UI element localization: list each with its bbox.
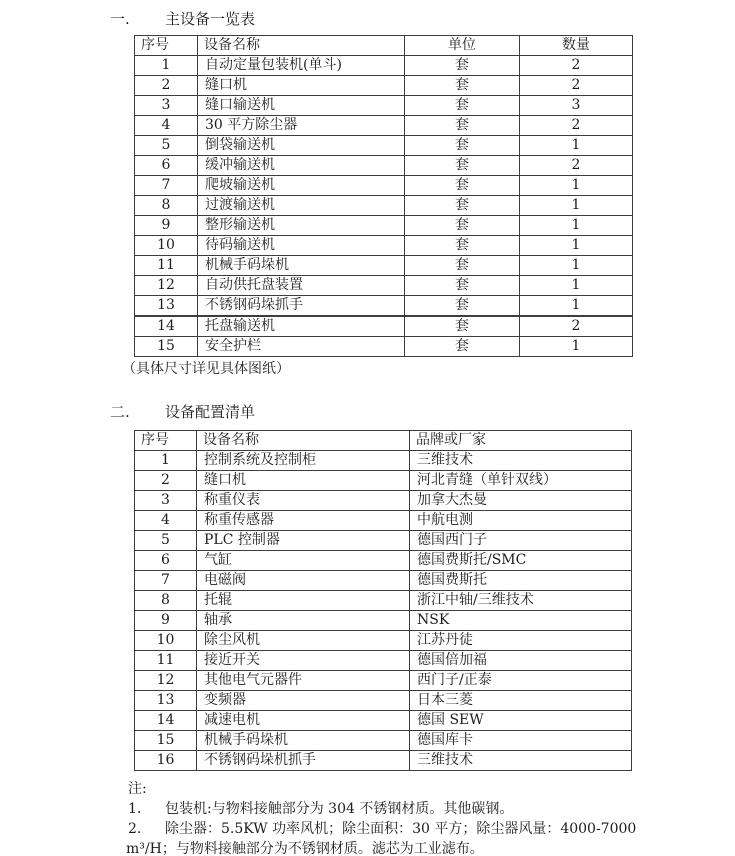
- table-cell: 套: [405, 136, 520, 156]
- table-row: [135, 491, 632, 511]
- table-row: [135, 76, 633, 96]
- column-header: 序号: [135, 36, 198, 56]
- table-row: [135, 691, 632, 711]
- table-cell: 13: [135, 691, 197, 711]
- table-row: [135, 751, 632, 771]
- column-header: 单位: [405, 36, 520, 56]
- table-row: [135, 256, 633, 276]
- table-cell: 托辊: [197, 591, 410, 611]
- table-cell: 1: [135, 56, 198, 76]
- table-cell: 3: [135, 96, 198, 116]
- table-cell: 套: [405, 176, 520, 196]
- table-cell: 9: [135, 611, 197, 631]
- table-cell: 爬坡输送机: [198, 176, 405, 196]
- table-cell: 整形输送机: [198, 216, 405, 236]
- table-row: [135, 731, 632, 751]
- table-cell: 套: [405, 276, 520, 296]
- table2-header-row: [135, 431, 632, 451]
- table-cell: 过渡输送机: [198, 196, 405, 216]
- table-cell: 自动定量包装机(单斗): [198, 56, 405, 76]
- table-cell: 2: [520, 316, 633, 337]
- table-cell: 套: [405, 337, 520, 357]
- table-row: [135, 337, 633, 357]
- table-cell: 3: [135, 491, 197, 511]
- table-cell: 不锈钢码垛机抓手: [197, 751, 410, 771]
- table-cell: 不锈钢码垛抓手: [198, 296, 405, 317]
- table-cell: 套: [405, 56, 520, 76]
- table-cell: 套: [405, 76, 520, 96]
- table-cell: 4: [135, 511, 197, 531]
- table-cell: 称重传感器: [197, 511, 410, 531]
- table-cell: 2: [135, 471, 197, 491]
- table-cell: 安全护栏: [198, 337, 405, 357]
- table-row: [135, 96, 633, 116]
- table-row: [135, 156, 633, 176]
- table1-caption: （具体尺寸详见具体图纸）: [122, 361, 290, 377]
- table-cell: 自动供托盘装置: [198, 276, 405, 296]
- table-cell: 气缸: [197, 551, 410, 571]
- table-cell: 15: [135, 337, 198, 357]
- table-cell: 河北青缝（单针双线）: [410, 471, 632, 491]
- table-row: [135, 611, 632, 631]
- table-cell: 12: [135, 276, 198, 296]
- table-row: [135, 296, 633, 317]
- table-cell: 中航电测: [410, 511, 632, 531]
- table-cell: 1: [520, 216, 633, 236]
- section1-title: [110, 10, 735, 28]
- table-cell: 电磁阀: [197, 571, 410, 591]
- table-cell: 套: [405, 316, 520, 337]
- table-cell: 3: [520, 96, 633, 116]
- column-header: 品牌或厂家: [410, 431, 632, 451]
- table-cell: 缝口机: [198, 76, 405, 96]
- table-cell: 轴承: [197, 611, 410, 631]
- table-cell: 1: [520, 236, 633, 256]
- table-cell: 14: [135, 711, 197, 731]
- table-cell: 控制系统及控制柜: [197, 451, 410, 471]
- table-row: [135, 316, 633, 337]
- table-row: [135, 511, 632, 531]
- table-cell: 15: [135, 731, 197, 751]
- table-cell: 2: [520, 156, 633, 176]
- table-cell: 除尘风机: [197, 631, 410, 651]
- table-cell: 1: [135, 451, 197, 471]
- table-cell: 西门子/正泰: [410, 671, 632, 691]
- table-cell: 套: [405, 256, 520, 276]
- table-row: [135, 551, 632, 571]
- table-cell: 2: [135, 76, 198, 96]
- table-cell: PLC 控制器: [197, 531, 410, 551]
- table-cell: 托盘输送机: [198, 316, 405, 337]
- table-cell: 6: [135, 551, 197, 571]
- table-row: [135, 216, 633, 236]
- table-cell: 13: [135, 296, 198, 317]
- table-cell: 接近开关: [197, 651, 410, 671]
- note-2-number: 2.: [128, 821, 142, 837]
- table-row: [135, 591, 632, 611]
- table-cell: 套: [405, 196, 520, 216]
- table-cell: NSK: [410, 611, 632, 631]
- table-cell: 1: [520, 337, 633, 357]
- table-cell: 德国西门子: [410, 531, 632, 551]
- table-cell: 三维技术: [410, 751, 632, 771]
- section1-heading: 主设备一览表: [165, 10, 256, 28]
- table-cell: 2: [520, 56, 633, 76]
- table-cell: 日本三菱: [410, 691, 632, 711]
- column-header: 序号: [135, 431, 197, 451]
- table-cell: 10: [135, 631, 197, 651]
- table-cell: 2: [520, 76, 633, 96]
- table-cell: 套: [405, 156, 520, 176]
- table-cell: 1: [520, 276, 633, 296]
- table-cell: 德国倍加福: [410, 651, 632, 671]
- table-row: [135, 571, 632, 591]
- notes-block: [128, 779, 735, 856]
- table-cell: 5: [135, 531, 197, 551]
- table-row: [135, 471, 632, 491]
- table-cell: 5: [135, 136, 198, 156]
- table-cell: 称重仪表: [197, 491, 410, 511]
- table1-body: [135, 56, 633, 357]
- table-row: [135, 236, 633, 256]
- column-header: 设备名称: [198, 36, 405, 56]
- table-cell: 缝口机: [197, 471, 410, 491]
- table-row: [135, 451, 632, 471]
- note-1-text: 包装机:与物料接触部分为 304 不锈钢材质。其他碳钢。: [165, 801, 514, 817]
- note-2-text: 除尘器：5.5KW 功率风机；除尘面积：30 平方；除尘器风量：4000-7000: [165, 821, 637, 837]
- section1-number: 一.: [110, 10, 130, 28]
- note-item-2: [128, 819, 735, 839]
- table-cell: 套: [405, 116, 520, 136]
- table-cell: 10: [135, 236, 198, 256]
- table-row: [135, 56, 633, 76]
- table-cell: 三维技术: [410, 451, 632, 471]
- table-row: [135, 531, 632, 551]
- section2-heading: 设备配置清单: [165, 403, 256, 421]
- table-cell: 缝口输送机: [198, 96, 405, 116]
- table-cell: 德国 SEW: [410, 711, 632, 731]
- table-cell: 德国费斯托: [410, 571, 632, 591]
- table-cell: 变频器: [197, 691, 410, 711]
- table-cell: 浙江中轴/三维技术: [410, 591, 632, 611]
- table-row: [135, 116, 633, 136]
- table-cell: 7: [135, 176, 198, 196]
- table-cell: 套: [405, 296, 520, 317]
- table-cell: 2: [520, 116, 633, 136]
- table-cell: 待码输送机: [198, 236, 405, 256]
- table-row: [135, 276, 633, 296]
- section2-title: [110, 403, 735, 421]
- table-cell: 7: [135, 571, 197, 591]
- table-row: [135, 711, 632, 731]
- table-cell: 16: [135, 751, 197, 771]
- table-cell: 1: [520, 296, 633, 317]
- note-2-continuation: m³/H；与物料接触部分为不锈钢材质。滤芯为工业滤布。: [126, 841, 484, 856]
- equipment-config-table: [134, 430, 632, 771]
- table-cell: 11: [135, 651, 197, 671]
- table-cell: 德国费斯托/SMC: [410, 551, 632, 571]
- table-cell: 4: [135, 116, 198, 136]
- table-cell: 倒袋输送机: [198, 136, 405, 156]
- table-row: [135, 631, 632, 651]
- table2-body: [135, 451, 632, 771]
- column-header: 数量: [520, 36, 633, 56]
- table-row: [135, 176, 633, 196]
- table-cell: 1: [520, 176, 633, 196]
- table-cell: 套: [405, 216, 520, 236]
- notes-label: 注:: [128, 781, 147, 797]
- table-row: [135, 671, 632, 691]
- table-cell: 9: [135, 216, 198, 236]
- note-item-1: [128, 799, 735, 819]
- table-cell: 减速电机: [197, 711, 410, 731]
- table-cell: 德国库卡: [410, 731, 632, 751]
- table-row: [135, 196, 633, 216]
- table-cell: 30 平方除尘器: [198, 116, 405, 136]
- table-cell: 6: [135, 156, 198, 176]
- table-cell: 1: [520, 256, 633, 276]
- table-cell: 机械手码垛机: [198, 256, 405, 276]
- table-cell: 1: [520, 196, 633, 216]
- note-1-number: 1.: [128, 801, 142, 817]
- table-cell: 11: [135, 256, 198, 276]
- column-header: 设备名称: [197, 431, 410, 451]
- table-cell: 14: [135, 316, 198, 337]
- section2-number: 二.: [110, 403, 130, 421]
- table-cell: 加拿大杰曼: [410, 491, 632, 511]
- table1-header-row: [135, 36, 633, 56]
- table-cell: 套: [405, 96, 520, 116]
- table-cell: 缓冲输送机: [198, 156, 405, 176]
- table-cell: 套: [405, 236, 520, 256]
- table-cell: 8: [135, 196, 198, 216]
- table-cell: 8: [135, 591, 197, 611]
- table-cell: 机械手码垛机: [197, 731, 410, 751]
- table-cell: 其他电气元器件: [197, 671, 410, 691]
- table-cell: 12: [135, 671, 197, 691]
- main-equipment-table: [134, 35, 633, 357]
- table-row: [135, 136, 633, 156]
- table-cell: 1: [520, 136, 633, 156]
- table-cell: 江苏丹徒: [410, 631, 632, 651]
- table-row: [135, 651, 632, 671]
